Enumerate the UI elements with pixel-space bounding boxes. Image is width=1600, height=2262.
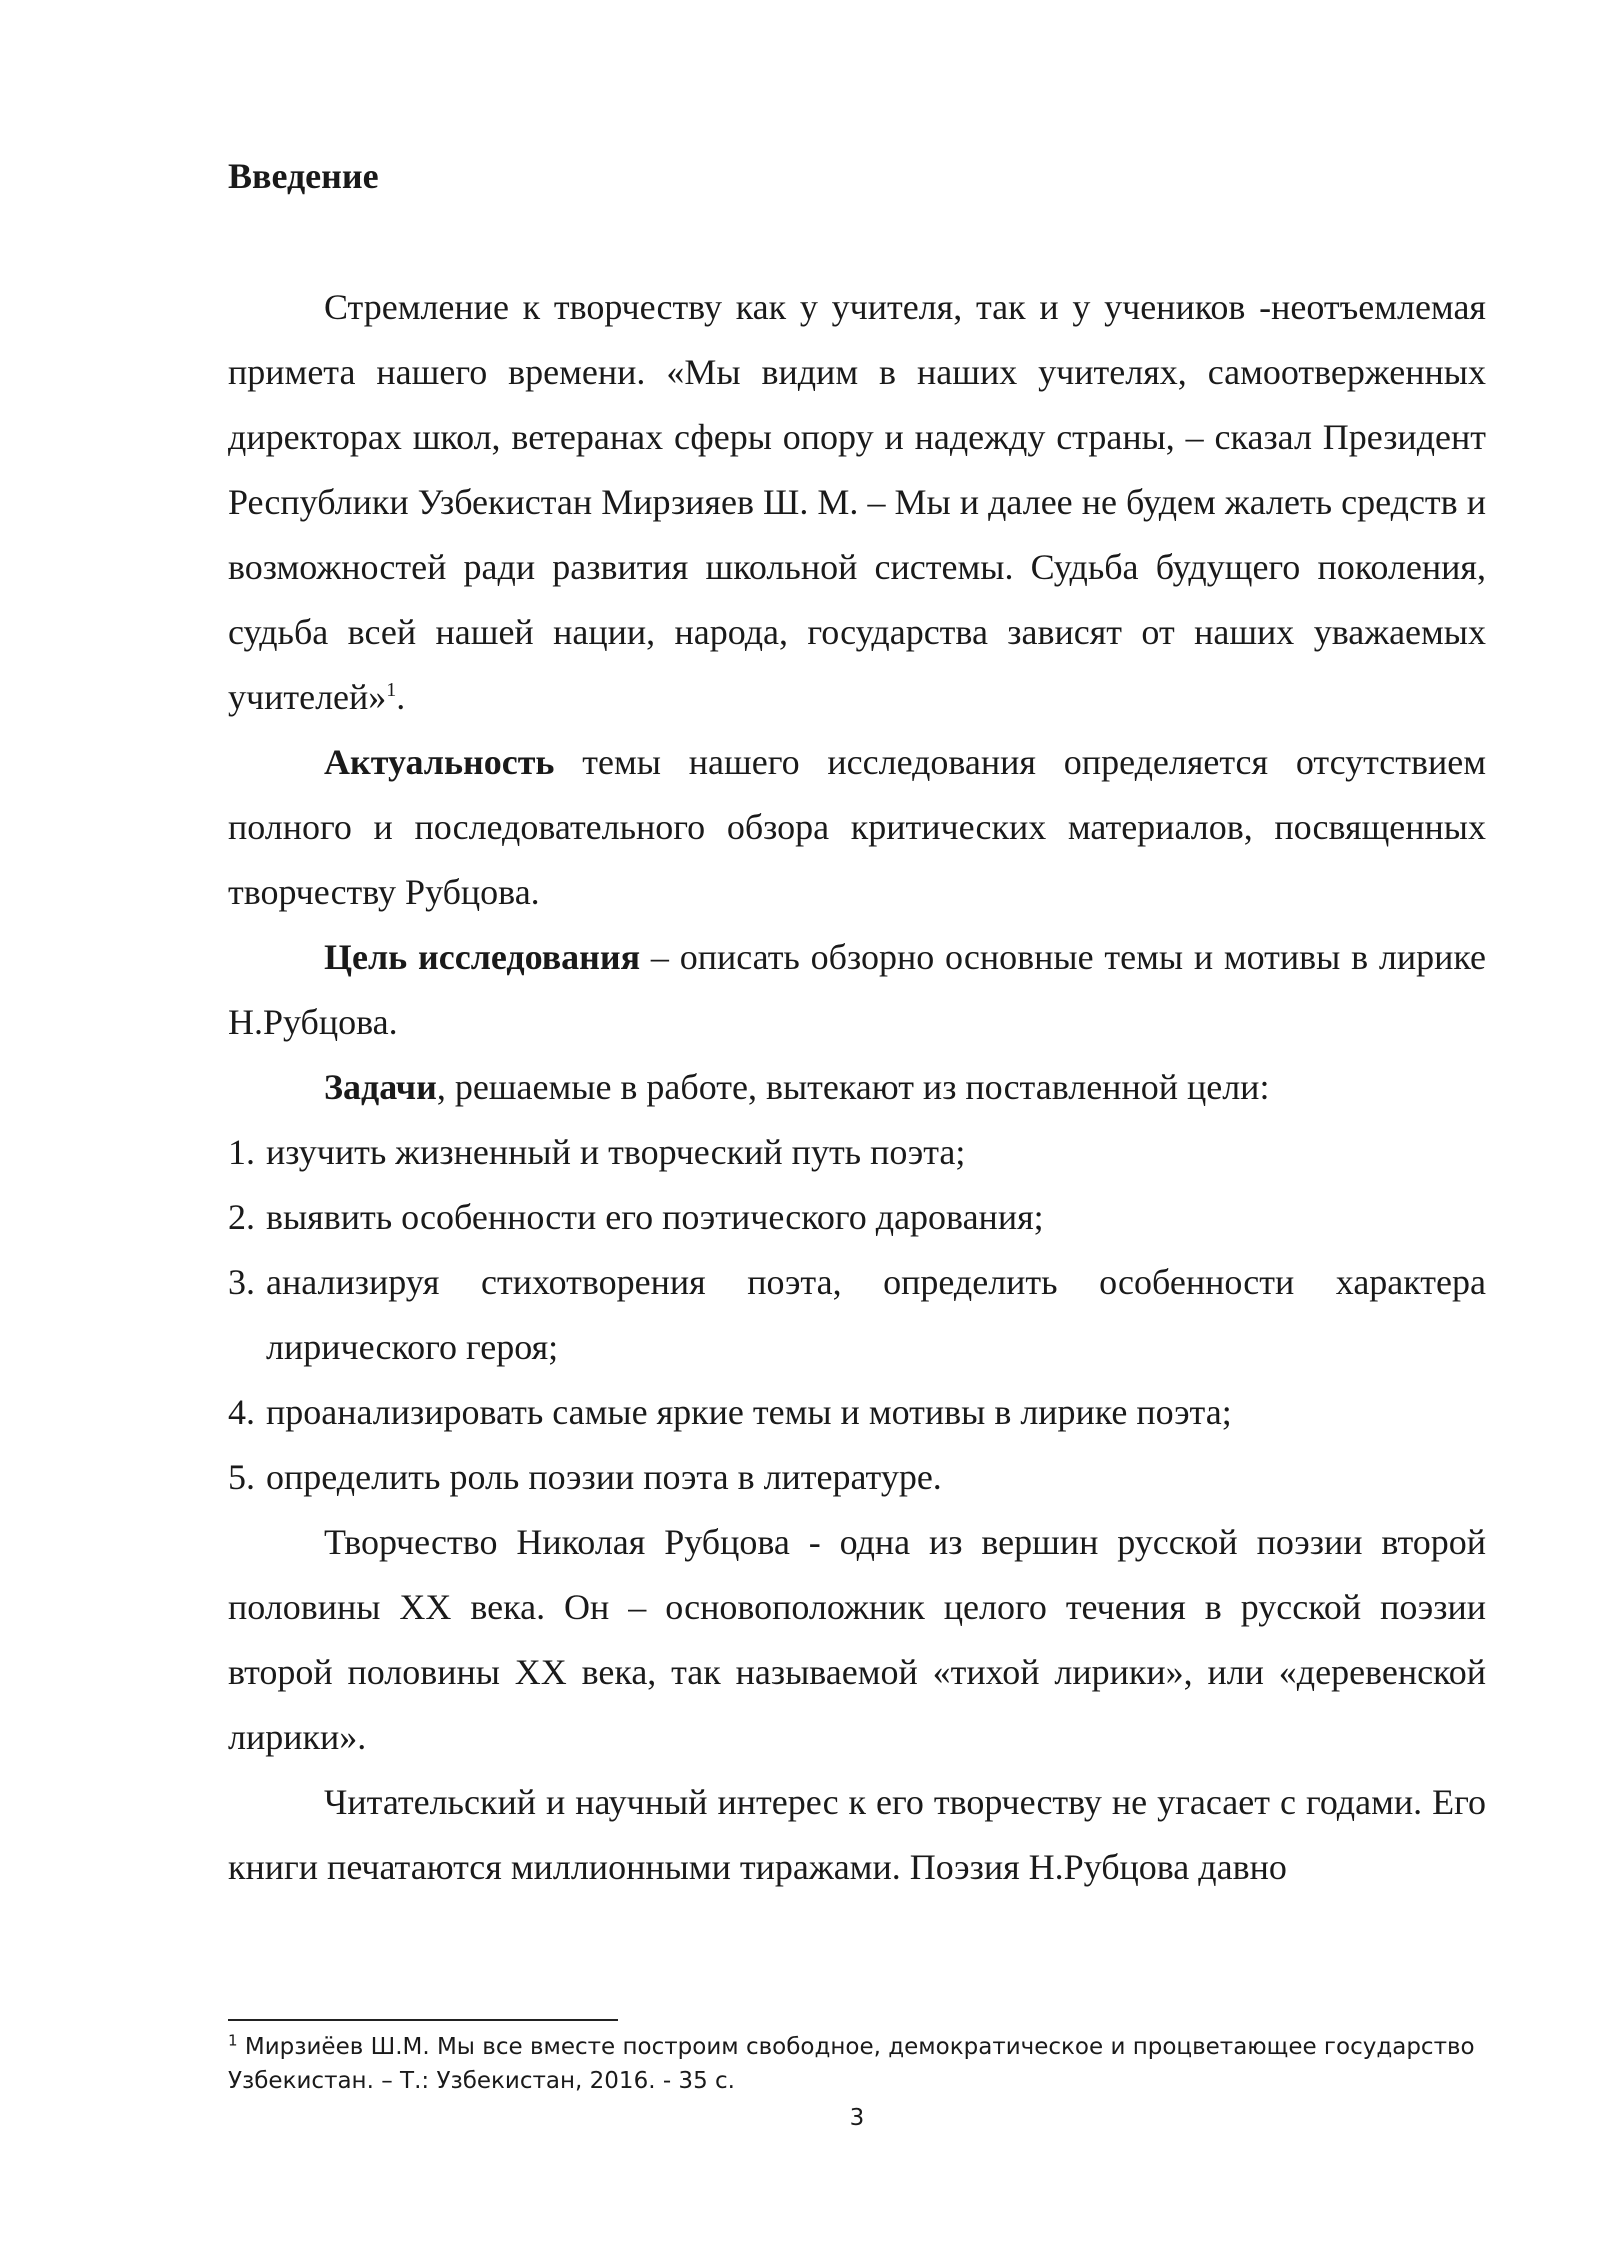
goal-label: Цель исследования	[324, 937, 641, 977]
list-item-number: 4.	[228, 1392, 255, 1432]
list-item	[228, 1185, 1486, 1250]
page-number: 3	[849, 2105, 865, 2131]
intro-text: Стремление к творчеству как у учителя, так и у учеников -неотъемлемая примета нашего времени. «Мы видим в наших учителях, самоотверженных директорах школ, ветеранах сферы опору и надежду страны, – сказал Президент Республики Узбекистан Мирзияев Ш. М. – Мы и далее не будем жалеть средств и возможностей ради развития школьной системы. Судьба будущего поколения, судьба всей нашей нации, народа, государства зависят от наших уважаемых учителей»	[228, 287, 1486, 717]
tasks-list	[228, 1120, 1486, 1510]
tasks-text: , решаемые в работе, вытекают из поставленной цели:	[436, 1067, 1270, 1107]
footnote-reference[interactable]: 1	[386, 679, 397, 701]
goal-text: – описать обзорно основные темы и мотивы в лирике Н.Рубцова.	[228, 937, 1486, 1042]
page-body	[228, 150, 1486, 1900]
intro-end: .	[396, 677, 406, 717]
list-item	[228, 1380, 1486, 1445]
interest-paragraph: Читательский и научный интерес к его творчеству не угасает с годами. Его книги печатаются миллионными тиражами. Поэзия Н.Рубцова давно	[228, 1782, 1486, 1887]
rubtsov-paragraph: Творчество Николая Рубцова - одна из вершин русской поэзии второй половины XX века. Он – основоположник целого течения в русской поэзии второй половины XX века, так называемой «тихой лирики», или «деревенской лирики».	[228, 1522, 1486, 1757]
footnote	[228, 2030, 1486, 2098]
list-item-number: 3.	[228, 1262, 255, 1302]
relevance-paragraph	[228, 730, 1486, 925]
list-item	[228, 1120, 1486, 1185]
list-item	[228, 1250, 1486, 1380]
section-heading: Введение	[228, 156, 379, 196]
footnote-mark: 1	[228, 2031, 238, 2050]
tasks-label: Задачи	[324, 1067, 437, 1107]
list-item	[228, 1445, 1486, 1510]
tasks-paragraph	[228, 1055, 1486, 1120]
list-item-text: определить роль поэзии поэта в литературе.	[266, 1457, 942, 1497]
footnote-separator	[228, 2019, 618, 2021]
goal-paragraph	[228, 925, 1486, 1055]
list-item-number: 1.	[228, 1132, 255, 1172]
list-item-text: выявить особенности его поэтического дарования;	[266, 1197, 1044, 1237]
list-item-number: 2.	[228, 1197, 255, 1237]
list-item-number: 5.	[228, 1457, 255, 1497]
footnote-text: Мирзиёев Ш.М. Мы все вместе построим свободное, демократическое и процветающее государство Узбекистан. – Т.: Узбекистан, 2016. - 35 с.	[228, 2034, 1475, 2094]
list-item-text: изучить жизненный и творческий путь поэта;	[266, 1132, 966, 1172]
list-item-text: анализируя стихотворения поэта, определить особенности характера лирического героя;	[266, 1262, 1486, 1367]
intro-paragraph	[228, 275, 1486, 730]
list-item-text: проанализировать самые яркие темы и мотивы в лирике поэта;	[266, 1392, 1232, 1432]
relevance-text: темы нашего исследования определяется отсутствием полного и последовательного обзора критических материалов, посвященных творчеству Рубцова.	[228, 742, 1486, 912]
relevance-label: Актуальность	[324, 742, 555, 782]
